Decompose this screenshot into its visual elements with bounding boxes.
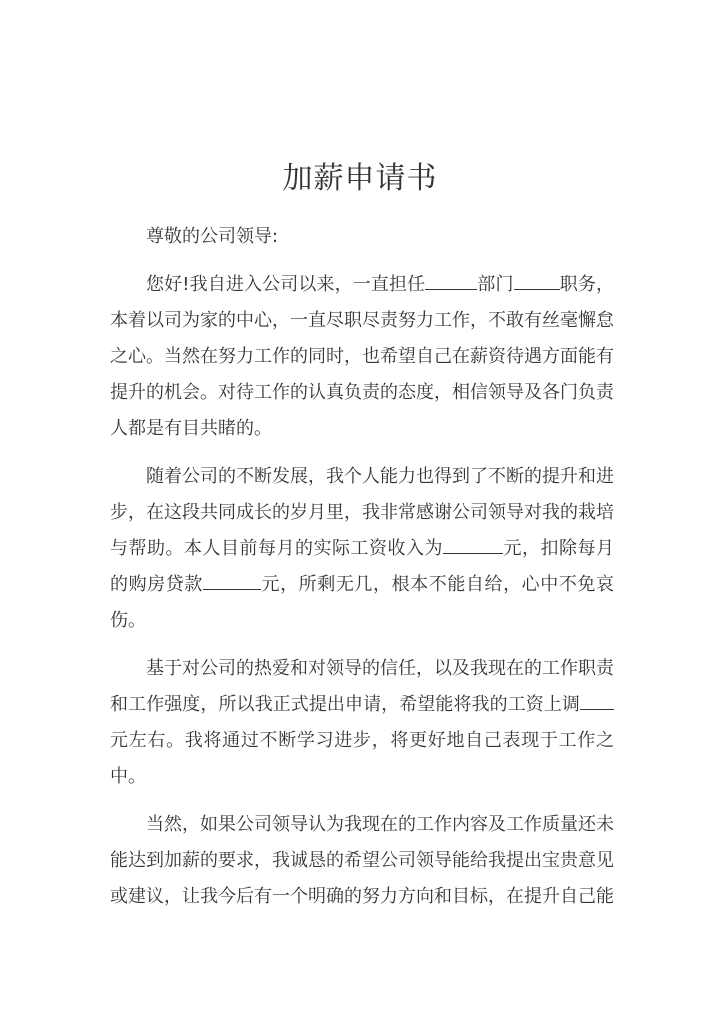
- paragraph-salary: [110, 459, 614, 639]
- paragraph-intro: [110, 267, 614, 447]
- loan-blank: [203, 569, 261, 590]
- paragraph-text: 基于对公司的热爱和对领导的信任，以及我现在的工作职责和工作强度，所以我正式提出申请，希望能将我的工资上调: [110, 658, 614, 715]
- paragraph-request: [110, 651, 614, 795]
- position-blank: [514, 269, 560, 290]
- paragraph-text: 元，所剩无几，根本不能自给，心中不免哀伤。: [110, 574, 615, 631]
- paragraph-text: 职务，本着以司为家的中心，一直尽职尽责努力工作，不敢有丝毫懈怠之心。当然在努力工作的同时，也希望自己在薪资待遇方面能有提升的机会。对待工作的认真负责的态度，相信领导及各门负责人都是有目共睹的。: [110, 274, 615, 439]
- paragraph-closing: 当然，如果公司领导认为我现在的工作内容及工作质量还未能达到加薪的要求，我诚恳的希望公司领导能给我提出宝贵意见或建议，让我今后有一个明确的努力方向和目标，在提升自己能: [110, 814, 614, 907]
- raise-amount-blank: [580, 689, 614, 710]
- paragraph-text: 部门: [477, 274, 514, 295]
- document-body: [110, 219, 614, 927]
- department-blank: [425, 269, 477, 290]
- paragraph-text: 元左右。我将通过不断学习进步，将更好地自己表现于工作之中。: [110, 730, 614, 787]
- paragraph-text: 元，扣除每月的购房贷款: [110, 538, 614, 595]
- document-title: 加薪申请书: [282, 161, 438, 196]
- paragraph-text: 随着公司的不断发展，我个人能力也得到了不断的提升和进步，在这段共同成长的岁月里，我非常感谢公司领导对我的栽培与帮助。本人目前每月的实际工资收入为: [110, 466, 614, 559]
- salutation: 尊敬的公司领导:: [146, 226, 279, 247]
- salary-blank: [443, 533, 503, 554]
- paragraph-text: 您好!我自进入公司以来，一直担任: [146, 274, 426, 295]
